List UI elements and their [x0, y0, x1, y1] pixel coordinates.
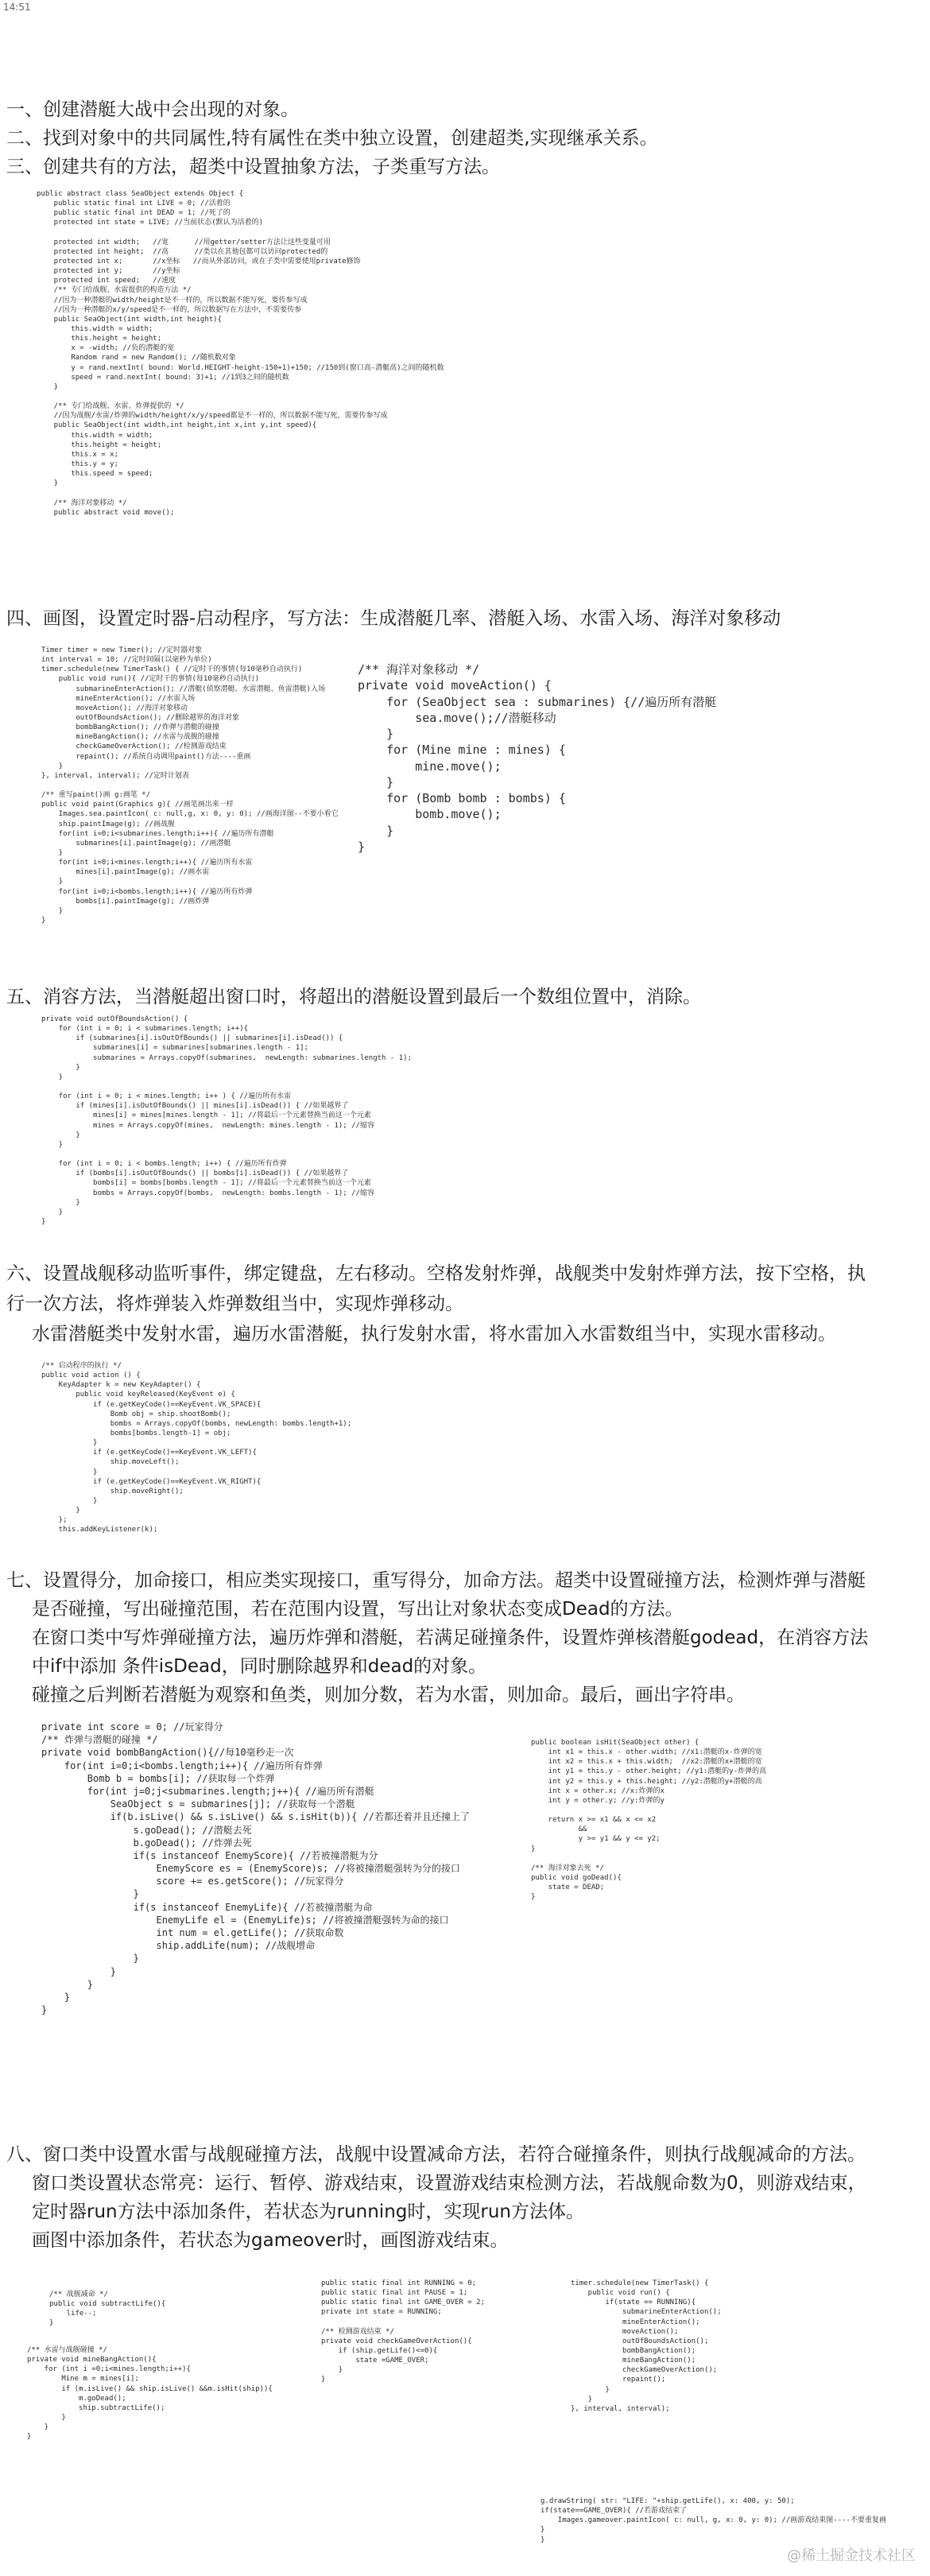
section-8-line-2: 窗口类设置状态常亮：运行、暂停、游戏结束，设置游戏结束检测方法，若战舰命数为0，则游戏结束，	[32, 2173, 866, 2194]
section-6-line-2: 行一次方法，将炸弹装入炸弹数组当中，实现炸弹移动。	[6, 1294, 463, 1314]
key-listener-code: /** 启动程序的执行 */ public void action () { KeyAdapter k = new KeyAdapter() { public void keyReleased(KeyEvent e) { if (e.getKeyCode()==KeyEvent.VK_SPACE){ Bomb obj = ship.shootBomb(); bombs = Arrays.copyOf(bombs, newLength: bombs.length+1); bombs[bombs.length-1] = obj; } if (e.getKeyCode()==KeyEvent.VK_LEFT){ ship.moveLeft(); } if (e.getKeyCode()==KeyEvent.VK_RIGHT){ ship.moveRight(); } } }; this.addKeyListener(k);	[41, 1362, 352, 1534]
section-1-heading: 一、创建潜艇大战中会出现的对象。	[6, 99, 299, 120]
section-2-heading: 二、找到对象中的共同属性,特有属性在类中独立设置，创建超类,实现继承关系。	[6, 128, 658, 149]
bomb-bang-code: private int score = 0; //玩家得分 /** 炸弹与潜艇的碰撞 */ private void bombBangAction(){//每10毫秒走一次 for(int i=0;i<bombs.length;i++){ //遍历所有炸弹 Bomb b = bombs[i]; //获取每一个炸弹 for(int j=0;j<submarines.length;j++){ //遍历所有潜艇 SeaObject s = submarines[j]; //获取每一个潜艇 if(b.isLive() && s.isLive() && s.isHit(b)){ //若都还着并且还撞上了 s.goDead(); //潜艇去死 b.goDead(); //炸弹去死 if(s instanceof EnemyScore){ //若被撞潜艇为分 EnemyScore es = (EnemyScore)s; //将被撞潜艇强转为分的接口 score += es.getScore(); //玩家得分 } if(s instanceof EnemyLife){ //若被撞潜艇为命 EnemyLife el = (EnemyLife)s; //将被撞潜艇强转为命的接口 int num = el.getLife(); //获取命数 ship.addLife(num); //战舰增命 } } } } }	[41, 1721, 471, 2016]
section-7-line-4: 中if中添加 条件isDead，同时删除越界和dead的对象。	[32, 1656, 487, 1677]
is-hit-code: public boolean isHit(SeaObject other) { int x1 = this.x - other.width; //x1:潜艇的x-炸弹的宽 int x2 = this.x + this.width; //x2:潜艇的x+潜艇的宽 int y1 = this.y - other.height; //y1:潜艇的y-炸弹的高 int y2 = this.y + this.height; //y2:潜艇的y+潜艇的高 int x = other.x; //x:炸弹的x int y = other.y; //y:炸弹的y return x >= x1 && x <= x2 && y >= y1 && y <= y2; } /** 海洋对象去死 */ public void goDead(){ state = DEAD; }	[531, 1739, 766, 1902]
section-7-heading: 七、设置得分，加命接口，相应类实现接口，重写得分，加命方法。超类中设置碰撞方法，检测炸弹与潜艇	[6, 1570, 866, 1591]
status-time: 14:51	[3, 2, 31, 13]
section-7-line-2: 是否碰撞，写出碰撞范围，若在范围内设置，写出让对象状态变成Dead的方法。	[32, 1599, 684, 1620]
mine-bang-code: /** 水雷与战舰碰撞 */ private void mineBangAction(){ for (int i =0;i<mines.length;i++){ Mine m = mines[i]; if (m.isLive() && ship.isLive() &&m.isHit(ship)){ m.goDead(); ship.subtractLife(); } } }	[27, 2346, 273, 2442]
section-4-heading: 四、画图，设置定时器-启动程序，写方法：生成潜艇几率、潜艇入场、水雷入场、海洋对象移动	[6, 608, 781, 629]
timer-run-code: timer.schedule(new TimerTask() { public void run() { if(state == RUNNING){ submarineEnterAction(); mineEnterAction(); moveAction(); outOfBoundsAction(); bombBangAction(); mineBangAction(); checkGameOverAction(); repaint(); } } }, interval, interval);	[571, 2279, 722, 2413]
game-state-code: public static final int RUNNING = 0; public static final int PAUSE = 1; public static final int GAME_OVER = 2; private int state = RUNNING; /** 检测游戏结束 */ private void checkGameOverAction(){ if (ship.getLife()<=0){ state =GAME_OVER; } }	[321, 2279, 485, 2384]
subtract-life-code: /** 战舰减命 */ public void subtractLife(){ life--; }	[49, 2291, 166, 2328]
section-8-line-3: 定时器run方法中添加条件，若状态为running时，实现run方法体。	[32, 2202, 584, 2222]
seaobject-code: public abstract class SeaObject extends Object { public static final int LIVE = 0; //活着的 public static final int DEAD = 1; //死了的 protected int state = LIVE; //当前状态(默认为活着的) protected int width; //宽 //用getter/setter方法让这些变量可用 protected int height; //高 //类以在其他包都可以访问protected的 protected int x; //x坐标 //而从外部访问，或在子类中需要使用private修饰 protected int y; //y坐标 protected int speed; //速度 /** 专门给战舰、水雷提供的构造方法 */ //因为一种潜艇的width/height是不一样的，所以数据不能写死，要传参写成 //因为一种潜艇的x/y/speed是不一样的，所以数据写在方法中，不需要传参 public SeaObject(int width,int height){ this.width = width; this.height = height; x = -width; //负的潜艇的宽 Random rand = new Random(); //随机数对象 y = rand.nextInt( bound: World.HEIGHT-height-150+1)+150; //150到(窗口高-潜艇高)之间的随机数 speed = rand.nextInt( bound: 3)+1; //1到3之间的随机数 } /** 专门给战舰、水雷、炸弹提供的 */ //因为战舰/水雷/炸弹的width/height/x/y/speed都是不一样的，所以数据不能写死，需要传参写成 public SeaObject(int width,int height,int x,int y,int speed){ this.width = width; this.height = height; this.x = x; this.y = y; this.speed = speed; } /** 海洋对象移动 */ public abstract void move();	[37, 190, 444, 517]
section-7-line-5: 碰撞之后判断若潜艇为观察和鱼类，则加分数，若为水雷，则加命。最后，画出字符串。	[32, 1685, 745, 1705]
out-of-bounds-code: private void outOfBoundsAction() { for (int i = 0; i < submarines.length; i++){ if (submarines[i].isOutOfBounds() || submarines[i].isDead()) { submarines[i] = submarines[submarines.length - 1]; submarines = Arrays.copyOf(submarines, newLength: submarines.length - 1); } } for (int i = 0; i < mines.length; i++ ) { //遍历所有水雷 if (mines[i].isOutOfBounds() || mines[i].isDead()) { //如果越界了 mines[i] = mines[mines.length - 1]; //将最后一个元素替换当前这一个元素 mines = Arrays.copyOf(mines, newLength: mines.length - 1); //缩容 } } for (int i = 0; i < bombs.length; i++) { //遍历所有炸弹 if (bombs[i].isOutOfBounds() || bombs[i].isDead()) { //如果越界了 bombs[i] = bombs[bombs.length - 1]; //将最后一个元素替换当前这一个元素 bombs = Arrays.copyOf(bombs, newLength: bombs.length - 1); //缩容 } } }	[41, 1015, 412, 1226]
watermark: @稀土掘金技术社区	[787, 2547, 916, 2564]
gameover-paint-code: g.drawString( str: "LIFE: "+ship.getLife(), x: 400, y: 50); if(state==GAME_OVER){ //若游戏结束了 Images.gameover.paintIcon( c: null, g, x: 0, y: 0); //画游戏结束图----不要重复画 } }	[541, 2497, 886, 2544]
section-6-heading: 六、设置战舰移动监听事件，绑定键盘，左右移动。空格发射炸弹，战舰类中发射炸弹方法，按下空格，执	[6, 1263, 866, 1284]
section-6-line-3: 水雷潜艇类中发射水雷，遍历水雷潜艇，执行发射水雷，将水雷加入水雷数组当中，实现水雷移动。	[32, 1324, 836, 1344]
move-action-code: /** 海洋对象移动 */ private void moveAction() { for (SeaObject sea : submarines) {//遍历所有潜艇 sea.move();//潜艇移动 } for (Mine mine : mines) { mine.move(); } for (Bomb bomb : bombs) { bomb.move(); } }	[358, 662, 717, 854]
section-3-heading: 三、创建共有的方法，超类中设置抽象方法，子类重写方法。	[6, 157, 500, 177]
timer-code: Timer timer = new Timer(); //定时器对象 int interval = 10; //定时间隔(以毫秒为单位) timer.schedule(new TimerTask() { //定时干的事情(每10毫秒自动执行) public void run(){ //定时干的事情(每10毫秒自动执行) submarineEnterAction(); //潜艇(侦察潜艇、水雷潜艇、鱼雷潜艇)入场 mineEnterAction(); //水雷入场 moveAction(); //海洋对象移动 outOfBoundsAction(); //删除越界的海洋对象 bombBangAction(); //炸弹与潜艇的碰撞 mineBangAction(); //水雷与战舰的碰撞 checkGameOverAction(); //检测游戏结束 repaint(); //系统自动调用paint()方法----重画 } }, interval, interval); //定时计划表 /** 重写paint()画 g:画笔 */ public void paint(Graphics g){ //画笔画出来一样 Images.sea.paintIcon( c: null,g, x: 0, y: 0); //画海洋图--不要小看它 ship.paintImage(g); //画战舰 for(int i=0;i<submarines.length;i++){ //遍历所有潜艇 submarines[i].paintImage(g); //画潜艇 } for(int i=0;i<mines.length;i++){ //遍历所有水雷 mines[i].paintImage(g); //画水雷 } for(int i=0;i<bombs.length;i++){ //遍历所有炸弹 bombs[i].paintImage(g); //画炸弹 } }	[41, 646, 339, 925]
section-8-heading: 八、窗口类中设置水雷与战舰碰撞方法，战舰中设置减命方法，若符合碰撞条件，则执行战舰减命的方法。	[6, 2144, 866, 2165]
section-8-line-4: 画图中添加条件，若状态为gameover时，画图游戏结束。	[32, 2230, 509, 2251]
section-7-line-3: 在窗口类中写炸弹碰撞方法，遍历炸弹和潜艇，若满足碰撞条件，设置炸弹核潜艇godead，在消容方法	[32, 1627, 869, 1648]
section-5-heading: 五、消容方法，当潜艇超出窗口时，将超出的潜艇设置到最后一个数组位置中，消除。	[6, 987, 701, 1007]
